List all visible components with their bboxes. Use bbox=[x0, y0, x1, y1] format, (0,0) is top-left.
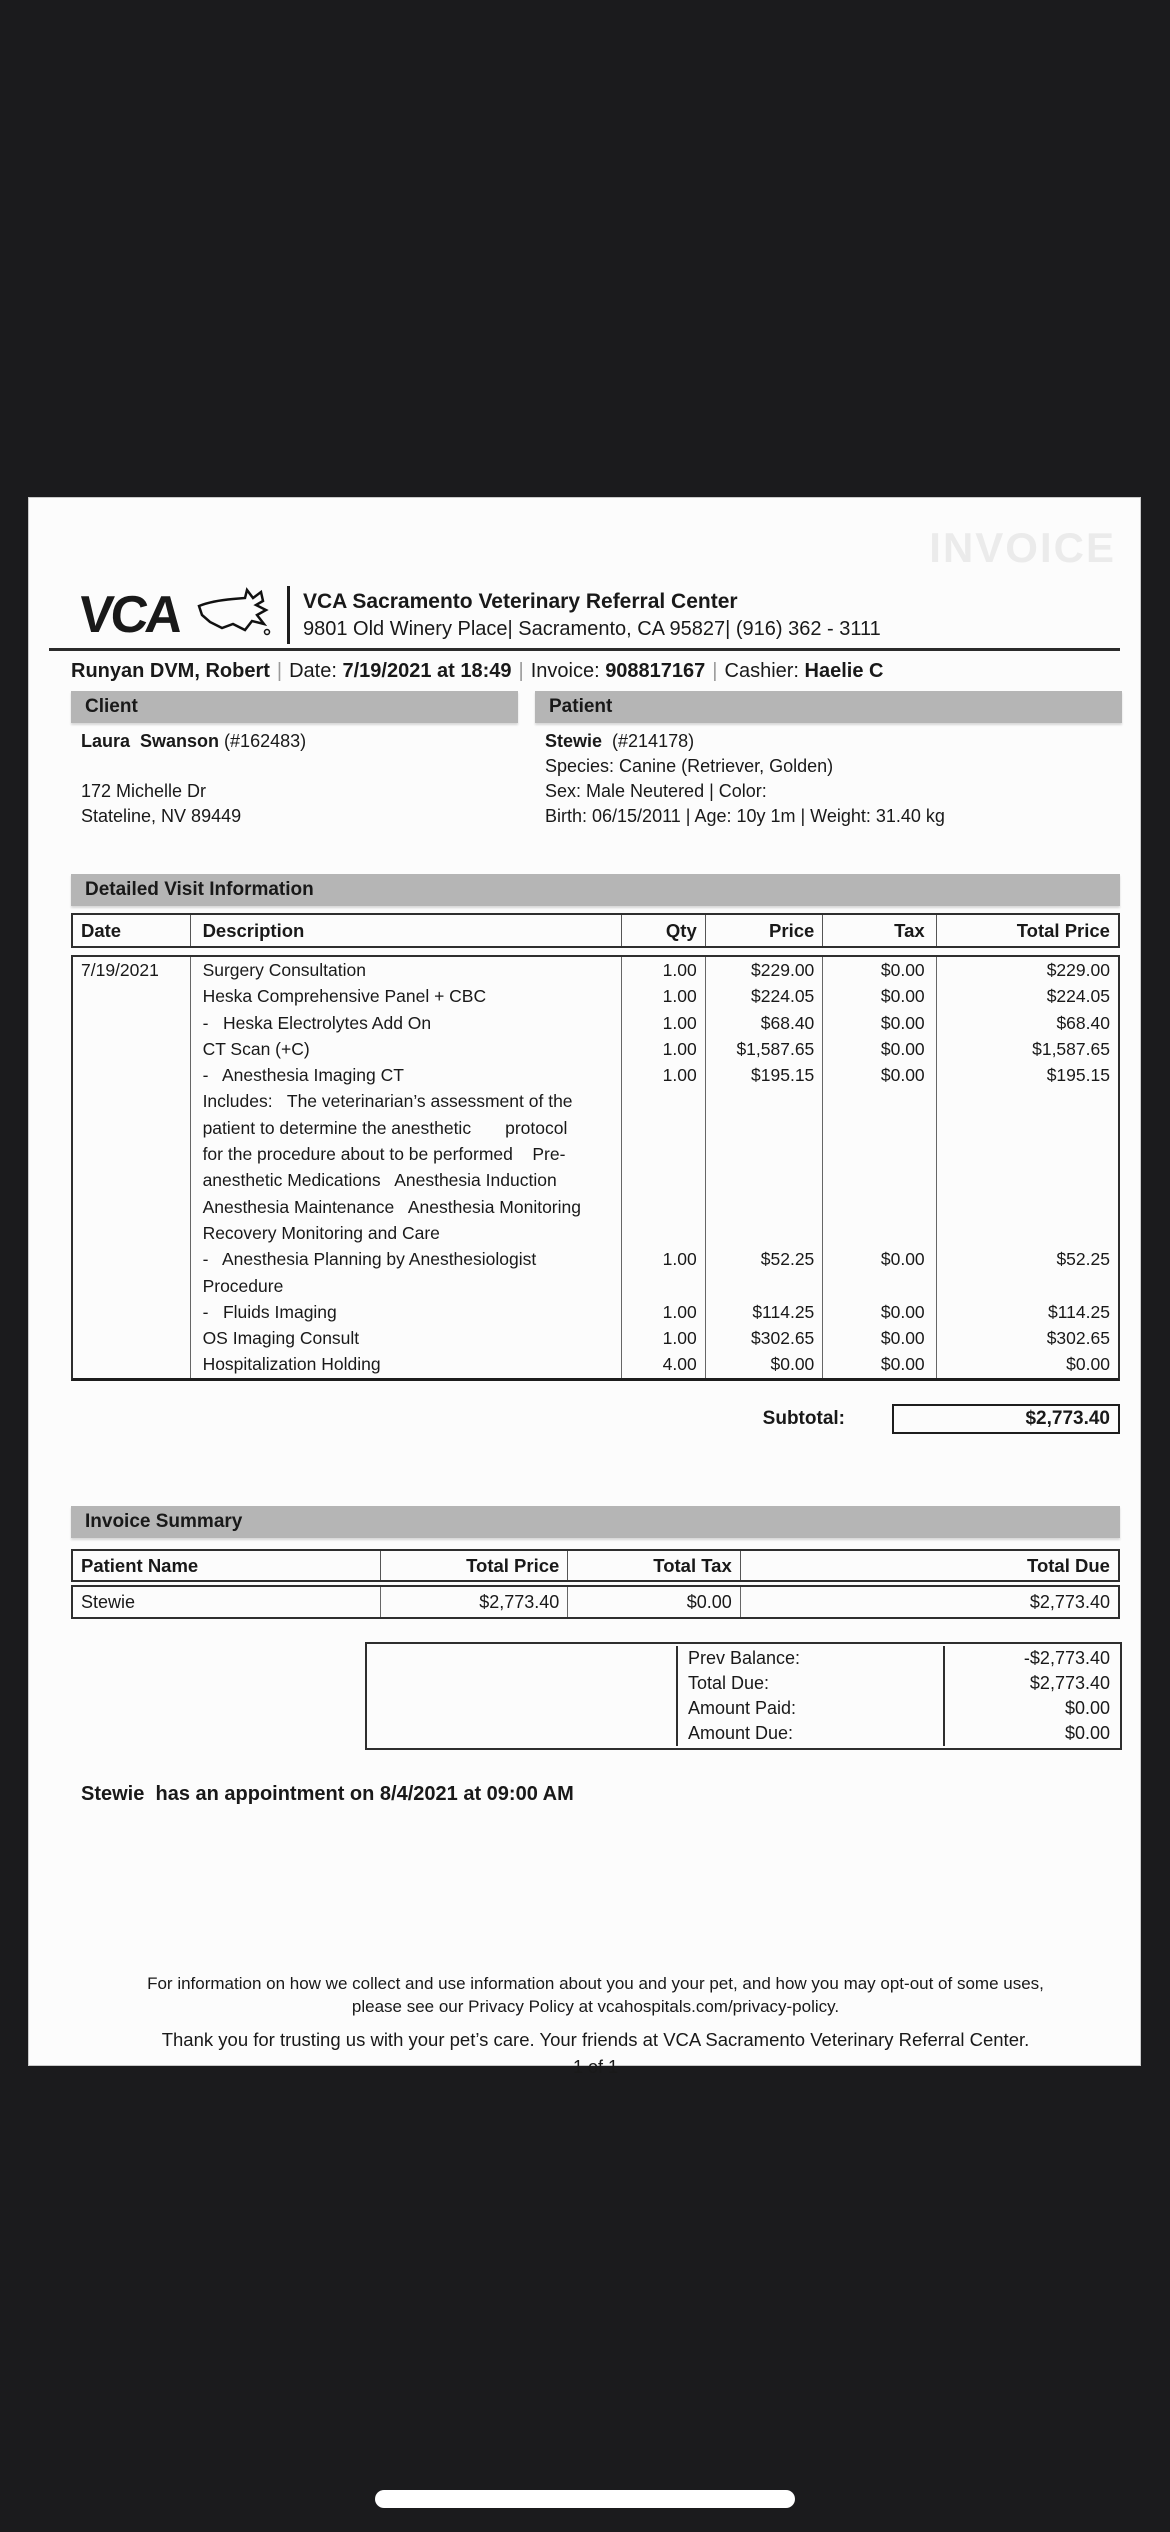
cell-description: Procedure bbox=[191, 1273, 623, 1299]
column-header-qty: Qty bbox=[622, 915, 706, 946]
detailed-table-header bbox=[71, 913, 1120, 948]
invoice-number-label: Invoice: bbox=[530, 660, 606, 682]
cell-qty: 4.00 bbox=[622, 1351, 706, 1377]
cell-date bbox=[73, 1351, 191, 1377]
table-row bbox=[73, 1325, 1118, 1351]
client-id: (#162483) bbox=[219, 731, 307, 751]
balance-row bbox=[367, 1721, 1120, 1746]
cell-description: Surgery Consultation bbox=[191, 957, 623, 983]
table-row bbox=[73, 1010, 1118, 1036]
table-row bbox=[73, 1088, 1118, 1114]
cell-date bbox=[73, 1325, 191, 1351]
cell-total-price: $52.25 bbox=[1056, 1249, 1110, 1270]
column-header-total-tax: Total Tax bbox=[568, 1551, 740, 1580]
cell-qty: 1.00 bbox=[622, 1036, 706, 1062]
patient-id: (#214178) bbox=[602, 731, 695, 751]
balance-spacer bbox=[367, 1696, 676, 1721]
cell-price bbox=[706, 1194, 824, 1220]
cell-total-due: $2,773.40 bbox=[1029, 1591, 1110, 1612]
balance-value: -$2,773.40 bbox=[943, 1646, 1118, 1671]
cell-price: $229.00 bbox=[706, 957, 824, 983]
detailed-table-body bbox=[71, 955, 1120, 1381]
cell-description: Heska Comprehensive Panel + CBC bbox=[191, 983, 623, 1009]
cell-date bbox=[73, 1036, 191, 1062]
cell-qty: 1.00 bbox=[622, 983, 706, 1009]
home-indicator[interactable] bbox=[375, 2490, 795, 2508]
cell-qty bbox=[622, 1273, 706, 1299]
patient-species: Species: Canine (Retriever, Golden) bbox=[545, 756, 834, 776]
cell-description: Includes: The veterinarian’s assessment of the bbox=[191, 1088, 623, 1114]
table-row bbox=[73, 1273, 1118, 1299]
cell-date bbox=[73, 1115, 191, 1141]
cell-date bbox=[73, 1299, 191, 1325]
balance-box bbox=[365, 1642, 1122, 1750]
cell-tax: $0.00 bbox=[823, 1299, 936, 1325]
client-name: Laura Swanson bbox=[81, 731, 220, 751]
cell-price: $0.00 bbox=[706, 1351, 824, 1377]
table-row bbox=[73, 1036, 1118, 1062]
cell-total-price: $302.65 bbox=[1046, 1328, 1110, 1349]
cell-total-price bbox=[937, 1115, 1118, 1141]
clinic-info bbox=[290, 586, 881, 643]
cell-total-price: $195.15 bbox=[1046, 1065, 1110, 1086]
cell-total-price bbox=[937, 1088, 1118, 1114]
cell-price: $68.40 bbox=[706, 1010, 824, 1036]
cell-qty bbox=[622, 1141, 706, 1167]
cell-date bbox=[73, 1141, 191, 1167]
client-info bbox=[71, 729, 518, 829]
table-row bbox=[73, 1194, 1118, 1220]
client-column bbox=[71, 691, 518, 829]
cell-qty: 1.00 bbox=[622, 1299, 706, 1325]
cell-price: $224.05 bbox=[706, 983, 824, 1009]
cell-tax: $0.00 bbox=[823, 1036, 936, 1062]
cell-total-price: $229.00 bbox=[1046, 960, 1110, 980]
cell-description: - Anesthesia Planning by Anesthesiologist bbox=[191, 1246, 623, 1272]
patient-name: Stewie bbox=[545, 731, 603, 751]
column-header-total-price: Total Price bbox=[381, 1551, 568, 1580]
invoice-footer bbox=[71, 1972, 1120, 2079]
page-number: 1 of 1 bbox=[572, 2056, 619, 2077]
column-header-tax: Tax bbox=[823, 915, 936, 946]
client-section-header: Client bbox=[71, 691, 518, 723]
balance-label: Prev Balance: bbox=[676, 1646, 943, 1671]
cell-qty: 1.00 bbox=[622, 1246, 706, 1272]
privacy-notice-line1: For information on how we collect and use information about you and your pet, and how you may opt-out of some uses, bbox=[147, 1973, 1044, 1993]
balance-value: $0.00 bbox=[943, 1696, 1118, 1721]
subtotal-row bbox=[71, 1404, 1120, 1434]
cell-tax bbox=[823, 1273, 936, 1299]
cell-date bbox=[73, 1273, 191, 1299]
meta-separator: | bbox=[276, 660, 283, 682]
cell-date bbox=[73, 983, 191, 1009]
cell-description: patient to determine the anesthetic protocol bbox=[191, 1115, 623, 1141]
cell-tax: $0.00 bbox=[823, 957, 936, 983]
table-row bbox=[73, 1299, 1118, 1325]
table-row bbox=[73, 1351, 1118, 1377]
balance-spacer bbox=[367, 1721, 676, 1746]
cell-price: $52.25 bbox=[706, 1246, 824, 1272]
cell-total-price bbox=[937, 1194, 1118, 1220]
table-row bbox=[73, 1141, 1118, 1167]
cell-price bbox=[706, 1273, 824, 1299]
client-spacer-line bbox=[81, 754, 518, 779]
cell-qty bbox=[622, 1115, 706, 1141]
balance-row bbox=[367, 1671, 1120, 1696]
table-row bbox=[71, 1585, 1120, 1619]
cashier-label: Cashier: bbox=[724, 660, 805, 682]
patient-sex-color: Sex: Male Neutered | Color: bbox=[545, 781, 767, 801]
cell-price: $302.65 bbox=[706, 1325, 824, 1351]
cell-description: - Heska Electrolytes Add On bbox=[191, 1010, 623, 1036]
cell-tax bbox=[823, 1167, 936, 1193]
cell-total-price bbox=[937, 1141, 1118, 1167]
detailed-visit-header: Detailed Visit Information bbox=[71, 874, 1120, 906]
appointment-note: Stewie has an appointment on 8/4/2021 at 09:00 AM bbox=[81, 1782, 574, 1805]
cell-tax bbox=[823, 1220, 936, 1246]
invoice-summary-header: Invoice Summary bbox=[71, 1506, 1120, 1538]
clinic-header bbox=[71, 586, 1120, 644]
cell-tax: $0.00 bbox=[823, 1010, 936, 1036]
balance-label: Amount Due: bbox=[676, 1721, 943, 1746]
table-row bbox=[73, 983, 1118, 1009]
cell-description: CT Scan (+C) bbox=[191, 1036, 623, 1062]
cell-price: $1,587.65 bbox=[706, 1036, 824, 1062]
cell-price bbox=[706, 1115, 824, 1141]
table-row bbox=[73, 1062, 1118, 1088]
cell-date bbox=[73, 1194, 191, 1220]
column-header-total-price: Total Price bbox=[1016, 920, 1110, 941]
column-header-date: Date bbox=[73, 915, 191, 946]
patient-info bbox=[535, 729, 1122, 829]
balance-row bbox=[367, 1696, 1120, 1721]
summary-table-body bbox=[71, 1585, 1120, 1619]
subtotal-label: Subtotal: bbox=[762, 1407, 845, 1429]
cashier-name: Haelie C bbox=[804, 660, 884, 682]
invoice-watermark: INVOICE bbox=[929, 524, 1116, 571]
cell-price bbox=[706, 1141, 824, 1167]
cell-description: - Anesthesia Imaging CT bbox=[191, 1062, 623, 1088]
cell-date bbox=[73, 1062, 191, 1088]
cell-patient-name: Stewie bbox=[73, 1587, 381, 1617]
cell-tax: $0.00 bbox=[823, 1246, 936, 1272]
cell-price bbox=[706, 1167, 824, 1193]
balance-row bbox=[367, 1646, 1120, 1671]
cell-price: $195.15 bbox=[706, 1062, 824, 1088]
column-header-patient-name: Patient Name bbox=[73, 1551, 381, 1580]
clinic-name: VCA Sacramento Veterinary Referral Center bbox=[303, 590, 738, 613]
cell-date bbox=[73, 1088, 191, 1114]
table-row bbox=[73, 1167, 1118, 1193]
cell-tax: $0.00 bbox=[823, 1325, 936, 1351]
client-address-line2: Stateline, NV 89449 bbox=[81, 806, 242, 826]
cell-total-tax: $0.00 bbox=[568, 1587, 740, 1617]
cell-qty bbox=[622, 1088, 706, 1114]
summary-table-header bbox=[71, 1549, 1120, 1582]
table-row bbox=[73, 1220, 1118, 1246]
table-row bbox=[73, 1115, 1118, 1141]
cell-date bbox=[73, 1010, 191, 1036]
meta-separator: | bbox=[712, 660, 718, 682]
cell-total-price: $0.00 bbox=[1066, 1354, 1110, 1375]
cell-date: 7/19/2021 bbox=[73, 957, 191, 983]
cell-qty: 1.00 bbox=[622, 957, 706, 983]
cell-qty: 1.00 bbox=[622, 1010, 706, 1036]
balance-value: $0.00 bbox=[943, 1721, 1118, 1746]
usa-map-icon bbox=[195, 588, 275, 649]
vca-logo bbox=[76, 586, 275, 644]
column-header-description: Description bbox=[191, 915, 623, 946]
column-header-price: Price bbox=[706, 915, 824, 946]
client-patient-section bbox=[71, 691, 1120, 829]
invoice-meta-line bbox=[71, 659, 1120, 684]
cell-qty bbox=[622, 1194, 706, 1220]
cell-description: anesthetic Medications Anesthesia Induction bbox=[191, 1167, 623, 1193]
cell-qty: 1.00 bbox=[622, 1325, 706, 1351]
thank-you-line: Thank you for trusting us with your pet’s care. Your friends at VCA Sacramento Veterinary Referral Center. bbox=[161, 2028, 1030, 2050]
cell-total-price bbox=[937, 1167, 1118, 1193]
balance-spacer bbox=[367, 1646, 676, 1671]
date-value: 7/19/2021 at 18:49 bbox=[342, 660, 512, 682]
cell-total-price: $224.05 bbox=[1046, 986, 1110, 1007]
cell-description: Anesthesia Maintenance Anesthesia Monitoring bbox=[191, 1194, 623, 1220]
cell-total-price: $114.25 bbox=[1048, 1301, 1110, 1322]
column-header-total-due: Total Due bbox=[1027, 1554, 1110, 1576]
cell-total-price: $68.40 bbox=[1056, 1012, 1110, 1033]
cell-description: - Fluids Imaging bbox=[191, 1299, 623, 1325]
date-label: Date: bbox=[289, 660, 343, 682]
table-row bbox=[73, 957, 1118, 983]
privacy-notice-line2: please see our Privacy Policy at vcahospitals.com/privacy-policy. bbox=[351, 1996, 840, 2016]
vca-logo-text: VCA bbox=[76, 586, 183, 644]
cell-description: OS Imaging Consult bbox=[191, 1325, 623, 1351]
cell-total-price: $2,773.40 bbox=[381, 1587, 568, 1617]
cell-date bbox=[73, 1167, 191, 1193]
meta-separator: | bbox=[518, 660, 524, 682]
cell-tax: $0.00 bbox=[823, 1351, 936, 1377]
cell-tax: $0.00 bbox=[823, 983, 936, 1009]
patient-section-header: Patient bbox=[535, 691, 1122, 723]
cell-date bbox=[73, 1246, 191, 1272]
cell-qty: 1.00 bbox=[622, 1062, 706, 1088]
table-row bbox=[73, 1246, 1118, 1272]
balance-label: Amount Paid: bbox=[676, 1696, 943, 1721]
clinic-address: 9801 Old Winery Place| Sacramento, CA 95827| (916) 362 - 3111 bbox=[303, 618, 881, 640]
cell-total-price: $1,587.65 bbox=[1032, 1038, 1110, 1059]
cell-description: Recovery Monitoring and Care bbox=[191, 1220, 623, 1246]
patient-name-line bbox=[545, 729, 1122, 754]
client-name-line bbox=[81, 729, 518, 754]
cell-total-price bbox=[937, 1273, 1118, 1299]
cell-qty bbox=[622, 1167, 706, 1193]
cell-tax: $0.00 bbox=[823, 1062, 936, 1088]
balance-value: $2,773.40 bbox=[943, 1671, 1118, 1696]
subtotal-value: $2,773.40 bbox=[892, 1404, 1120, 1434]
provider-name: Runyan DVM, Robert bbox=[71, 660, 270, 682]
cell-price bbox=[706, 1220, 824, 1246]
invoice-document[interactable] bbox=[28, 497, 1141, 2077]
cell-total-price bbox=[937, 1220, 1118, 1246]
client-address-line1: 172 Michelle Dr bbox=[81, 781, 207, 801]
balance-spacer bbox=[367, 1671, 676, 1696]
cell-description: for the procedure about to be performed Pre- bbox=[191, 1141, 623, 1167]
cell-tax bbox=[823, 1088, 936, 1114]
patient-birth-age-weight: Birth: 06/15/2011 | Age: 10y 1m | Weight: 31.40 kg bbox=[545, 806, 945, 826]
cell-price bbox=[706, 1088, 824, 1114]
cell-price: $114.25 bbox=[706, 1299, 824, 1325]
cell-tax bbox=[823, 1141, 936, 1167]
patient-column bbox=[535, 691, 1122, 829]
cell-tax bbox=[823, 1194, 936, 1220]
cell-date bbox=[73, 1220, 191, 1246]
invoice-number: 908817167 bbox=[605, 660, 706, 682]
cell-description: Hospitalization Holding bbox=[191, 1351, 623, 1377]
cell-qty bbox=[622, 1220, 706, 1246]
cell-tax bbox=[823, 1115, 936, 1141]
balance-label: Total Due: bbox=[676, 1671, 943, 1696]
